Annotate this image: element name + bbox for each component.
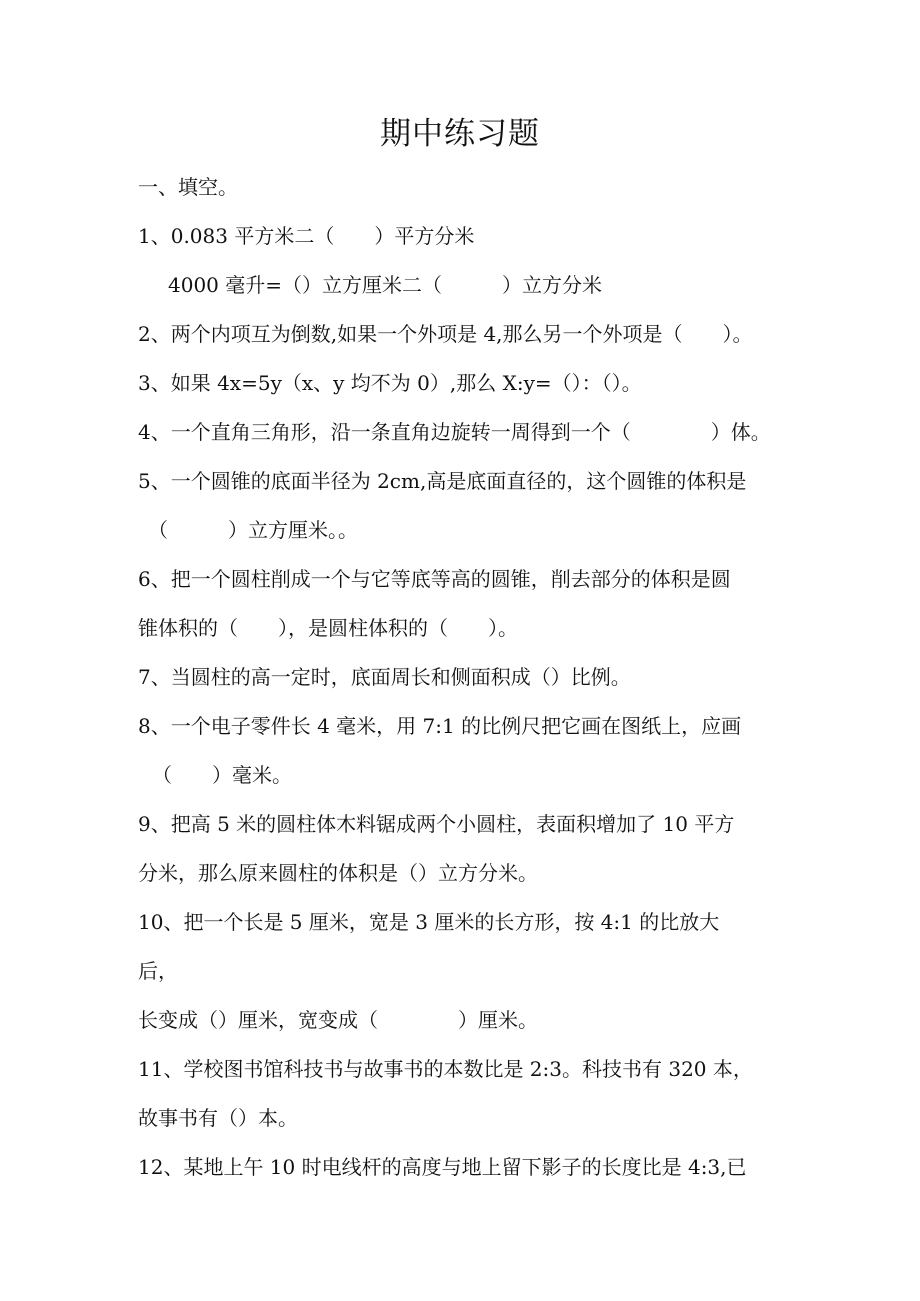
section-heading: 一、填空。 bbox=[138, 175, 238, 199]
question-10-line-2: 后， bbox=[138, 959, 178, 983]
question-6-line-1: 6、把一个圆柱削成一个与它等底等高的圆锥，削去部分的体积是圆 bbox=[138, 567, 731, 591]
question-1-line-1: 1、0.083 平方米二（ ）平方分米 bbox=[138, 224, 475, 248]
question-11-line-2: 故事书有（）本。 bbox=[138, 1106, 298, 1130]
question-8-line-1: 8、一个电子零件长 4 毫米，用 7:1 的比例尺把它画在图纸上，应画 bbox=[138, 714, 742, 738]
question-6-line-2: 锥体积的（ ），是圆柱体积的（ ）。 bbox=[138, 616, 518, 640]
question-9-line-1: 9、把高 5 米的圆柱体木料锯成两个小圆柱，表面积增加了 10 平方 bbox=[138, 812, 735, 836]
question-2: 2、两个内项互为倒数,如果一个外项是 4,那么另一个外项是（ ）。 bbox=[138, 322, 753, 346]
page-title: 期中练习题 bbox=[380, 116, 540, 152]
question-3: 3、如果 4x=5y（x、y 均不为 0）,那么 X:y=（）：（）。 bbox=[138, 371, 642, 395]
question-10-line-1: 10、把一个长是 5 厘米，宽是 3 厘米的长方形，按 4:1 的比放大 bbox=[138, 910, 720, 934]
question-1-line-2: 4000 毫升=（）立方厘米二（ ）立方分米 bbox=[168, 273, 603, 297]
question-5-line-2: （ ）立方厘米。。 bbox=[148, 518, 358, 542]
question-4: 4、一个直角三角形，沿一条直角边旋转一周得到一个（ ）体。 bbox=[138, 420, 771, 444]
question-10-line-3: 长变成（）厘米，宽变成（ ）厘米。 bbox=[138, 1008, 538, 1032]
question-9-line-2: 分米，那么原来圆柱的体积是（）立方分米。 bbox=[138, 861, 538, 885]
question-5-line-1: 5、一个圆锥的底面半径为 2cm,高是底面直径的，这个圆锥的体积是 bbox=[138, 469, 747, 493]
question-11-line-1: 11、学校图书馆科技书与故事书的本数比是 2:3。科技书有 320 本， bbox=[138, 1057, 753, 1081]
question-12-line-1: 12、某地上午 10 时电线杆的高度与地上留下影子的长度比是 4:3,已 bbox=[138, 1155, 747, 1179]
question-8-line-2: （ ）毫米。 bbox=[152, 763, 292, 787]
question-7: 7、当圆柱的高一定时，底面周长和侧面积成（）比例。 bbox=[138, 665, 631, 689]
